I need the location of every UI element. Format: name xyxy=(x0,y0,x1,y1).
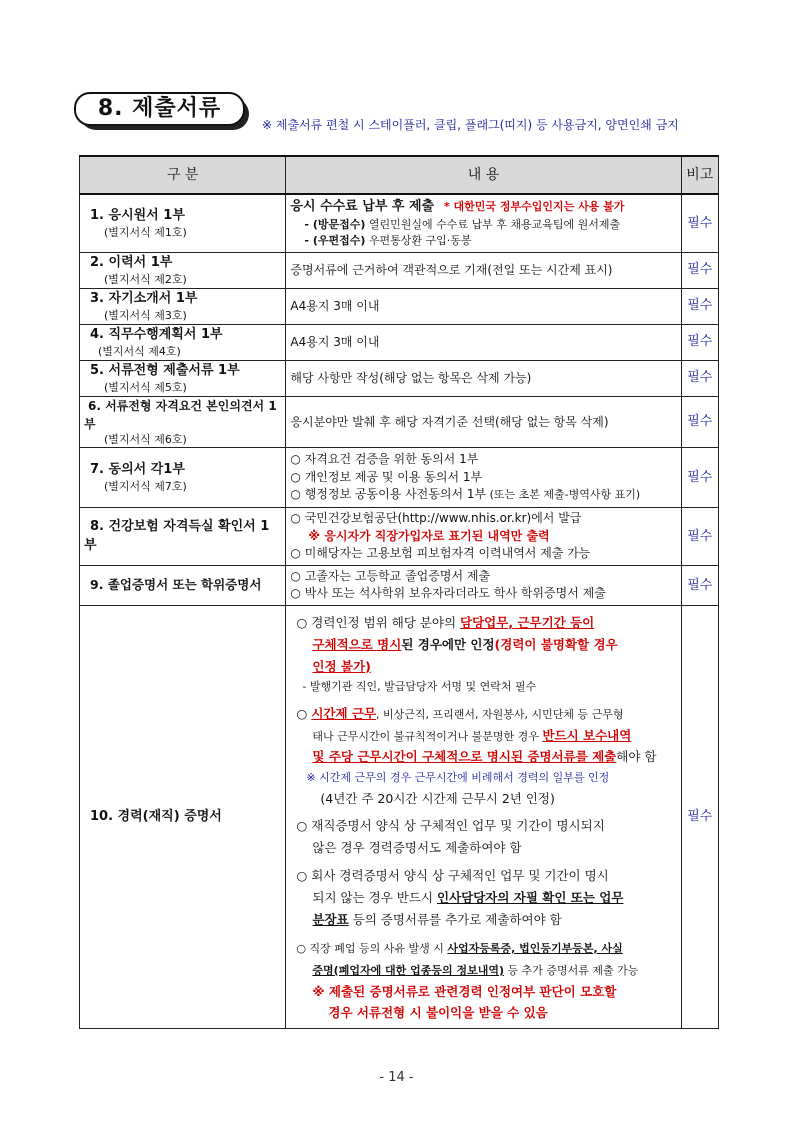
career-1-sub: - 발행기관 직인, 발급담당자 서명 및 연락처 필수 xyxy=(302,680,537,694)
row-category xyxy=(80,194,286,252)
career-2d: 태나 근무시간이 불규칙적이거나 불분명한 경우 xyxy=(312,729,543,743)
table-row xyxy=(80,252,719,288)
row-name: 5. 서류전형 제출서류 1부 xyxy=(90,363,240,379)
stamp-warning: * 대한민국 정부수입인지는 사용 불가 xyxy=(443,199,625,213)
career-1e: (경력이 불명확할 경우 xyxy=(494,636,618,652)
career-2f: 및 주당 근무시간이 구체적으로 명시된 증명서류를 제출 xyxy=(312,749,617,765)
career-2e: 반드시 보수내역 xyxy=(542,727,632,743)
table-row xyxy=(80,605,719,1029)
heading-pill xyxy=(74,92,245,126)
row-name: 6. 서류전형 자격요건 본인의견서 1부 xyxy=(84,398,277,431)
row-form: (별지서식 제5호) xyxy=(104,380,187,394)
visit-text: 열린민원실에 수수료 납부 후 채용교육팀에 원서제출 xyxy=(365,217,621,231)
heading-number: 8. xyxy=(97,96,124,121)
row-content: A4용지 3매 이내 xyxy=(286,288,681,324)
mail-text: 우편통상환 구입·동봉 xyxy=(365,233,472,247)
table-row xyxy=(80,194,719,252)
insurance-2: ※ 응시자가 직장가입자로 표기된 내역만 출력 xyxy=(308,528,550,543)
row-remark: 필수 xyxy=(681,194,718,252)
career-4e: 등의 증명서류를 추가로 제출하여야 함 xyxy=(348,911,562,927)
career-1d: 된 경우에만 인정 xyxy=(401,636,495,652)
insurance-1: ○ 국민건강보험공단(http://www.nhis.or.kr)에서 발급 xyxy=(290,511,582,526)
row-remark: 필수 xyxy=(681,507,718,565)
row-remark: 필수 xyxy=(681,565,718,605)
row-remark: 필수 xyxy=(681,324,718,360)
fee-text: 응시 수수료 납부 후 제출 xyxy=(290,198,435,214)
row-content xyxy=(286,565,681,605)
row-form: (별지서식 제3호) xyxy=(104,308,187,322)
table-row xyxy=(80,396,719,447)
binding-note: ※ 제출서류 편철 시 스테이플러, 클립, 플래그(띠지) 등 사용금지, 양면인쇄 금지 xyxy=(262,118,679,132)
career-5c: 증명(폐업자에 대한 업종등의 정보내역) xyxy=(312,963,504,977)
table-row xyxy=(80,360,719,396)
row-content: 증명서류에 근거하여 객관적으로 기재(전일 또는 시간제 표시) xyxy=(286,252,681,288)
row-name: 3. 자기소개서 1부 xyxy=(90,291,198,307)
row-name: 4. 직무수행계획서 1부 xyxy=(90,327,223,343)
table-row xyxy=(80,324,719,360)
consent-2: ○ 개인정보 제공 및 이용 동의서 1부 xyxy=(290,469,483,484)
career-1f: 인정 불가) xyxy=(312,658,371,674)
row-form: (별지서식 제2호) xyxy=(104,272,187,286)
career-4d: 분장표 xyxy=(312,911,349,927)
table-row xyxy=(80,288,719,324)
career-2g: 해야 함 xyxy=(616,749,657,765)
row-remark: 필수 xyxy=(681,447,718,507)
row-form: (별지서식 제7호) xyxy=(104,479,187,493)
career-4a: ○ 회사 경력증명서 양식 상 구체적인 업무 및 기간이 명시 xyxy=(296,868,609,884)
row-remark: 필수 xyxy=(681,605,718,1029)
row-name: 1. 응시원서 1부 xyxy=(90,208,185,224)
documents-table xyxy=(79,155,719,1029)
career-3b: 않은 경우 경력증명서도 제출하여야 함 xyxy=(312,840,522,856)
row-form: (별지서식 제1호) xyxy=(104,225,187,239)
career-4b: 되지 않는 경우 반드시 xyxy=(312,890,437,906)
career-2-note1: ※ 시간제 근무의 경우 근무시간에 비례해서 경력의 일부를 인정 xyxy=(306,771,610,785)
page-number: - 14 - xyxy=(379,1070,414,1085)
row-name: 7. 동의서 각1부 xyxy=(90,462,185,478)
degree-1: ○ 고졸자는 고등학교 졸업증명서 제출 xyxy=(290,568,491,583)
row-content: 해당 사항만 작성(해당 없는 항목은 삭제 가능) xyxy=(286,360,681,396)
career-2b: 시간제 근무 xyxy=(311,705,377,721)
table-row xyxy=(80,507,719,565)
career-1b: 담당업무, 근무기간 등이 xyxy=(460,614,595,630)
career-2-note2: (4년간 주 20시간 시간제 근무시 2년 인정) xyxy=(320,790,555,806)
career-2c: , 비상근직, 프리랜서, 자원봉사, 시민단체 등 근무형 xyxy=(376,707,624,721)
career-5d: 등 추가 증명서류 제출 가능 xyxy=(503,963,639,977)
consent-1: ○ 자격요건 검증을 위한 동의서 1부 xyxy=(290,452,479,467)
career-5a: ○ 직장 폐업 등의 사유 발생 시 xyxy=(296,941,448,955)
career-3a: ○ 재직증명서 양식 상 구체적인 업무 및 기간이 명시되지 xyxy=(296,818,605,834)
career-5-note1: ※ 제출된 증명서류로 관련경력 인정여부 판단이 모호할 xyxy=(312,983,617,999)
career-1c: 구체적으로 명시 xyxy=(312,636,402,652)
row-name: 8. 건강보험 자격득실 확인서 1부 xyxy=(84,518,270,554)
mail-label: - (우편접수) xyxy=(304,233,366,247)
row-content xyxy=(286,194,681,252)
career-2a: ○ xyxy=(296,705,312,721)
header-remark: 비고 xyxy=(681,156,718,194)
consent-3-note: (또는 초본 제출-병역사항 표기) xyxy=(486,487,641,501)
row-remark: 필수 xyxy=(681,252,718,288)
table-row xyxy=(80,447,719,507)
row-remark: 필수 xyxy=(681,288,718,324)
consent-3: ○ 행정정보 공동이용 사전동의서 1부 xyxy=(290,486,487,501)
table-row xyxy=(80,565,719,605)
row-name: 9. 졸업증명서 또는 학위증명서 xyxy=(90,576,262,592)
insurance-3: ○ 미해당자는 고용보험 피보험자격 이력내역서 제출 가능 xyxy=(290,545,591,560)
career-1a: ○ 경력인정 범위 해당 분야의 xyxy=(296,614,461,630)
row-name: 2. 이력서 1부 xyxy=(90,255,173,271)
section-heading xyxy=(74,92,249,130)
row-content xyxy=(286,605,681,1029)
heading-title: 제출서류 xyxy=(132,96,222,121)
career-5b: 사업자등록증, 법인등기부등본, 사실 xyxy=(447,941,623,955)
career-4c: 인사담당자의 자필 확인 또는 업무 xyxy=(437,890,624,906)
row-remark: 필수 xyxy=(681,396,718,447)
career-5-note2: 경우 서류전형 시 불이익을 받을 수 있음 xyxy=(328,1005,548,1021)
visit-label: - (방문접수) xyxy=(304,217,366,231)
table-header-row xyxy=(80,156,719,194)
row-name: 10. 경력(재직) 증명서 xyxy=(90,809,222,825)
row-remark: 필수 xyxy=(681,360,718,396)
row-form: (별지서식 제6호) xyxy=(104,432,187,446)
row-content: 응시분야만 발췌 후 해당 자격기준 선택(해당 없는 항목 삭제) xyxy=(286,396,681,447)
row-content xyxy=(286,447,681,507)
row-form: (별지서식 제4호) xyxy=(98,344,181,358)
row-content xyxy=(286,507,681,565)
row-content: A4용지 3매 이내 xyxy=(286,324,681,360)
header-content: 내 용 xyxy=(286,156,681,194)
header-category: 구 분 xyxy=(80,156,286,194)
degree-2: ○ 박사 또는 석사학위 보유자라더라도 학사 학위증명서 제출 xyxy=(290,586,606,601)
